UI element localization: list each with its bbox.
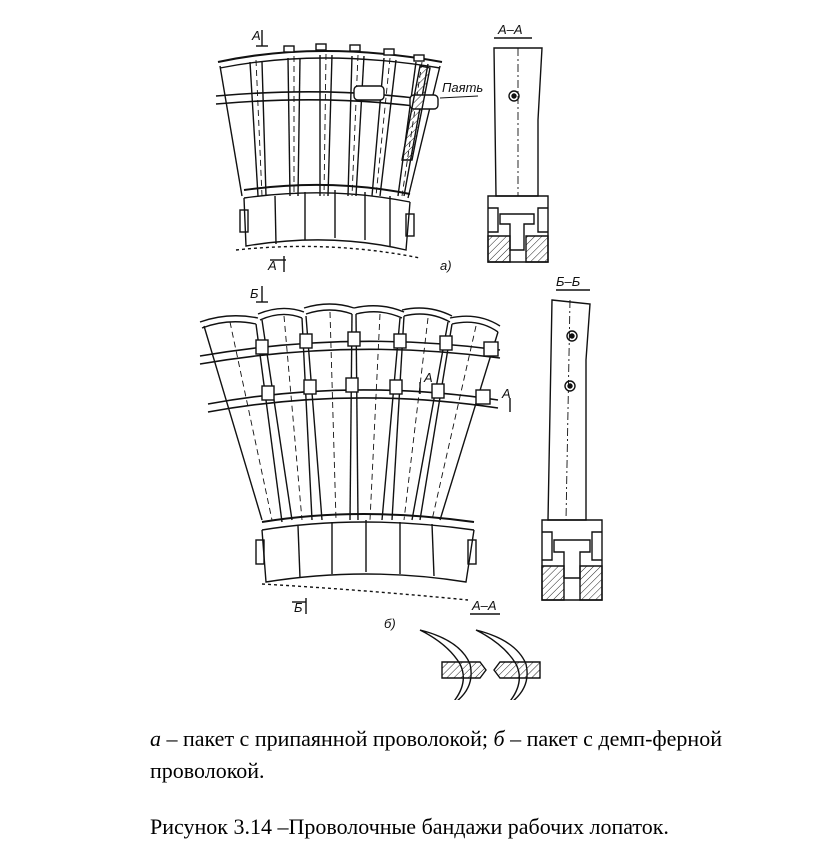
profile-section-title: А–А [472,598,497,613]
section-mark-a-top: A [252,28,261,43]
section-b-b [542,290,602,600]
section-mark-a-bottom: A [268,258,277,273]
section-title-b-b: Б–Б [556,274,581,289]
legend-letter-a: а [150,726,161,751]
legend-text-b: – пакет с демп-ферной проволокой. [150,726,722,783]
part-b-marker: б) [384,616,396,631]
solder-label: Паять [442,80,484,95]
section-mark-inner-2: А [502,386,511,401]
section-a-a [488,38,548,262]
section-mark-inner-1: А [424,370,433,385]
blade-packet-b [200,286,510,614]
section-title-a-a: А–А [498,22,523,37]
profile-section-a-a [420,614,540,700]
section-mark-b-bottom: Б [294,600,303,615]
figure-title: Рисунок 3.14 –Проволочные бандажи рабочих лопаток. [150,814,669,839]
blade-packet-a [216,30,478,272]
figure-legend [150,723,790,787]
legend-text-a: – пакет с припаянной проволокой; [161,726,494,751]
section-mark-b-top: Б [250,286,259,301]
part-a-marker: а) [440,258,452,273]
legend-letter-b: б [493,726,505,751]
